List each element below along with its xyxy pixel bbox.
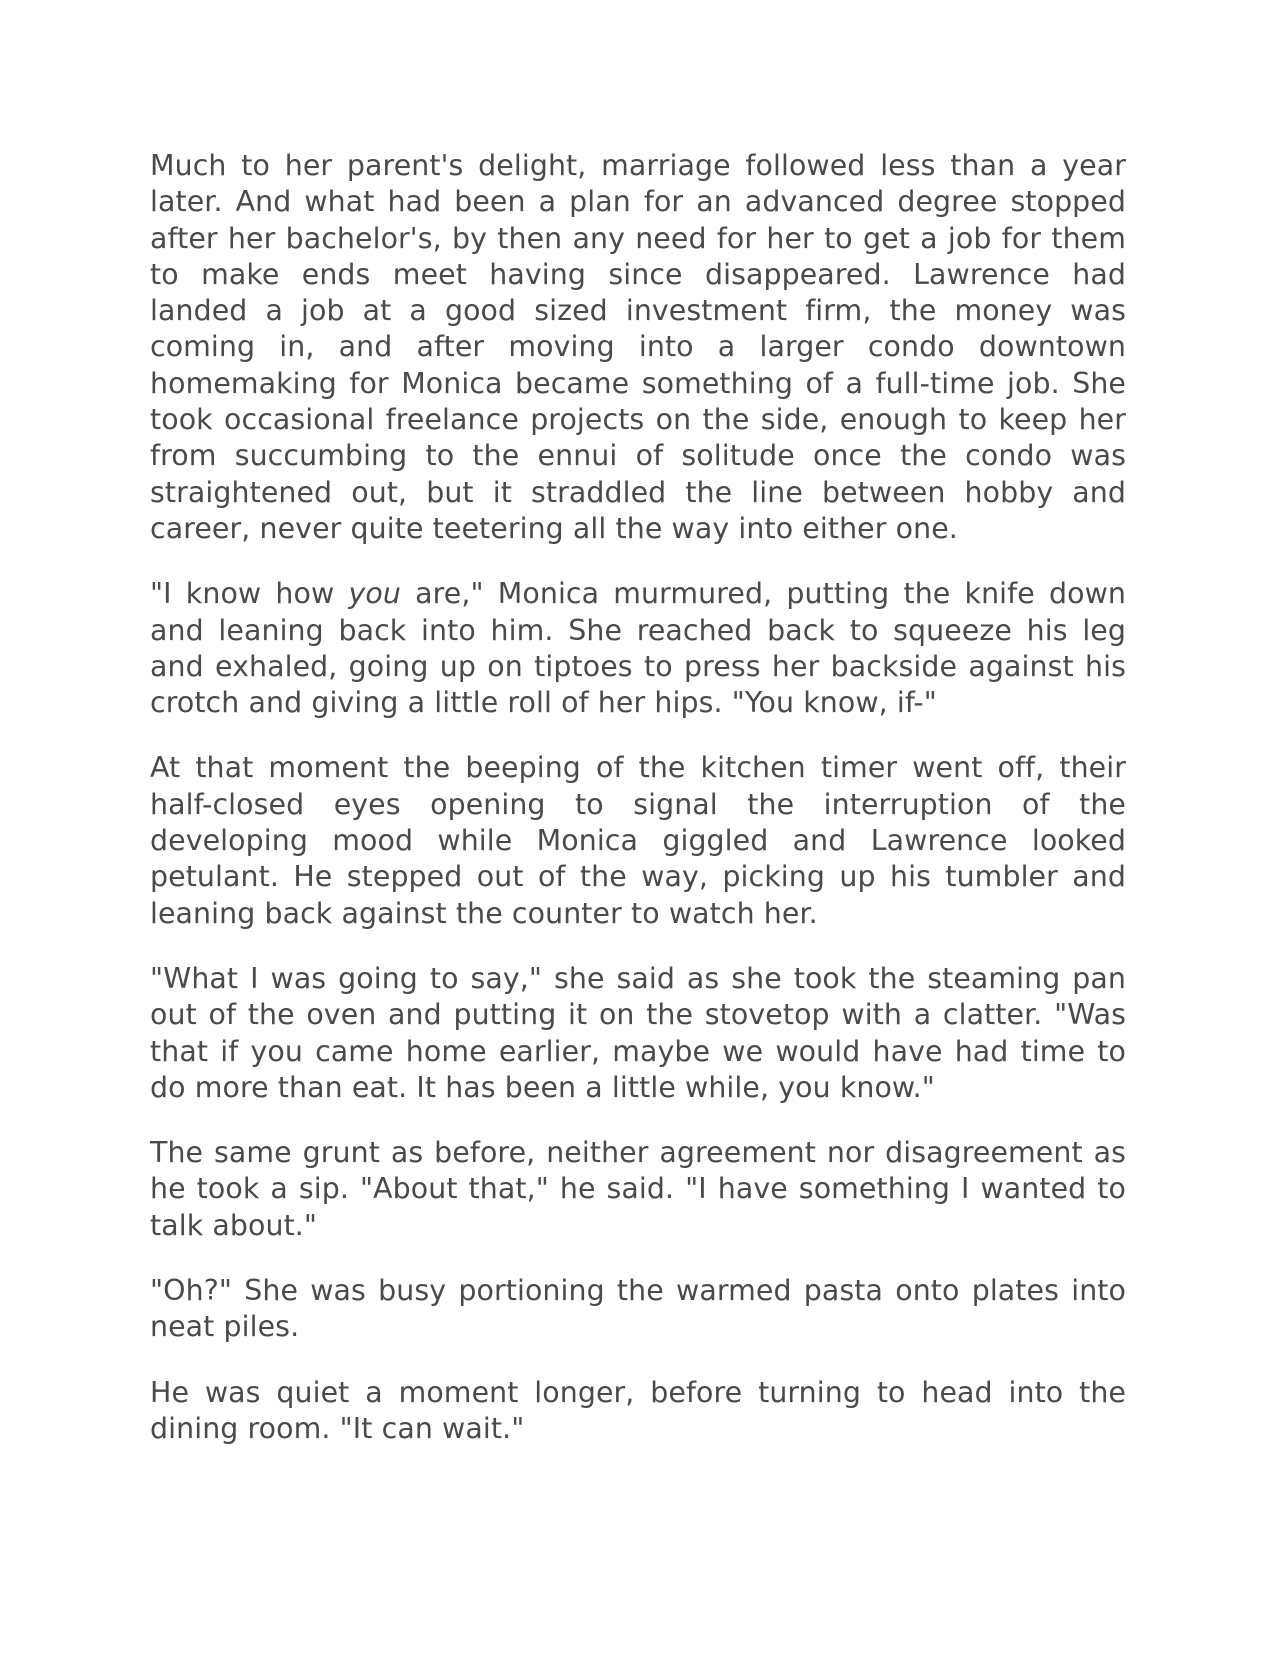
paragraph: The same grunt as before, neither agreement nor disagreement as he took a sip. "About that," he said. "I have something I wanted to talk about."	[150, 1136, 1126, 1242]
paragraph-text: "I know how	[150, 577, 349, 611]
paragraph: At that moment the beeping of the kitchen timer went off, their half-closed eyes opening to signal the interruption of the developing mood while Monica giggled and Lawrence looked petulant. He stepped out of the way, picking up his tumbler and leaning back against the counter to watch her.	[150, 751, 1126, 930]
emphasized-word: you	[348, 577, 401, 611]
paragraph-text: are," Monica murmured, putting the knife down and leaning back into him. She reached back to squeeze his leg and exhaled, going up on tiptoes to press her backside against his crotch and giving a little roll of her hips. "You know, if-"	[150, 577, 1126, 720]
paragraph: He was quiet a moment longer, before turning to head into the dining room. "It can wait."	[150, 1375, 1126, 1445]
paragraph	[150, 576, 1126, 721]
paragraph: "What I was going to say," she said as she took the steaming pan out of the oven and putting it on the stovetop with a clatter. "Was that if you came home earlier, maybe we would have had time to do more than eat. It has been a little while, you know."	[150, 961, 1126, 1104]
paragraph: Much to her parent's delight, marriage followed less than a year later. And what had been a plan for an advanced degree stopped after her bachelor's, by then any need for her to get a job for them to make ends meet having since disappeared. Lawrence had landed a job at a good sized investment firm, the money was coming in, and after moving into a larger condo downtown homemaking for Monica became something of a full-time job. She took occasional freelance projects on the side, enough to keep her from succumbing to the ennui of solitude once the condo was straightened out, but it straddled the line between hobby and career, never quite teetering all the way into either one.	[150, 149, 1126, 545]
document-page	[150, 148, 1126, 1476]
paragraph: "Oh?" She was busy portioning the warmed pasta onto plates into neat piles.	[150, 1274, 1126, 1344]
